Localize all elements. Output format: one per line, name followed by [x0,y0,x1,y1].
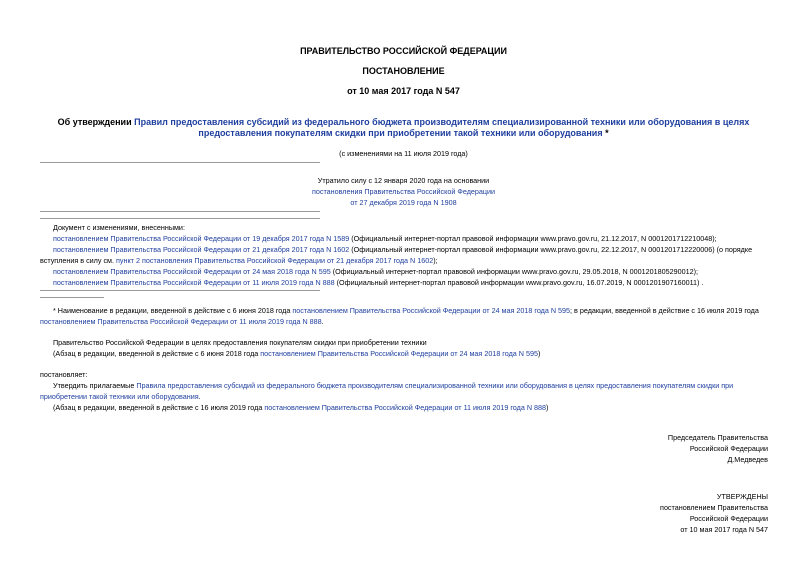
list-item: постановлением Правительства Российской Федерации от 21 декабря 2017 года N 1602 (Официальный интернет-портал правовой информации www.pravo.gov.ru, 22.12.2017, N 0001201712220006) (о порядке [53,245,753,254]
footnote: * Наименование в редакции, введенной в действие с 6 июня 2018 года постановлением Правительства Российской Федерации от 24 мая 2018 года N 595; в редакции, введенной в действие с 16 июля 2019 года [53,306,759,315]
change-link-1589[interactable]: постановлением Правительства Российской Федерации от 19 декабря 2017 года N 1589 [53,234,350,243]
title-rules-link-cont[interactable]: предоставления покупателям скидки при приобретении такой техники или оборудования [198,128,603,138]
resolves-link-888[interactable]: постановлением Правительства Российской Федерации от 11 июля 2019 года N 888 [264,403,547,412]
signature-name: Д.Медведев [727,455,768,464]
point2-1602-link[interactable]: пункт 2 постановления Правительства Российской Федерации от 21 декабря 2017 года N 1602 [116,256,434,265]
title-prefix: Об утверждении [57,117,135,127]
changes-intro: Документ с изменениями, внесенными: [53,223,185,232]
document-title-line2 [0,128,807,139]
footnote-link-595[interactable]: постановлением Правительства Российской Федерации от 24 мая 2018 года N 595 [292,306,571,315]
preamble-link-595[interactable]: постановлением Правительства Российской Федерации от 24 мая 2018 года N 595 [260,349,538,358]
list-item: постановлением Правительства Российской Федерации от 11 июля 2019 года N 888 (Официальный интернет-портал правовой информации www.pravo.gov.ru, 16.07.2019, N 0001201907160011) . [53,278,704,287]
signature-position: Председатель Правительства [667,433,768,442]
expired-line1: Утратило силу с 12 января 2020 года на основании [317,176,490,185]
change-link-595[interactable]: постановлением Правительства Российской Федерации от 24 мая 2018 года N 595 [53,267,331,276]
document-date-number: от 10 мая 2017 года N 547 [347,86,460,96]
list-item: постановлением Правительства Российской Федерации от 24 мая 2018 года N 595 (Официальный интернет-портал правовой информации www.pravo.gov.ru, 29.05.2018, N 0001201805290012); [53,267,698,276]
change-link-1602[interactable]: постановлением Правительства Российской Федерации от 21 декабря 2017 года N 1602 [53,245,350,254]
list-item-continuation: вступления в силу см. пункт 2 постановления Правительства Российской Федерации от 21 декабря 2017 года N 1602); [40,256,438,265]
change-link-888[interactable]: постановлением Правительства Российской Федерации от 11 июля 2019 года N 888 [53,278,335,287]
preamble-note: (Абзац в редакции, введенной в действие с 6 июня 2018 года постановлением Правительства Российской Федерации от 24 мая 2018 года N 595) [53,349,541,358]
approved-heading: УТВЕРЖДЕНЫ [716,492,768,501]
approve-text: Утвердить прилагаемые Правила предоставления субсидий из федерального бюджета производителям специализированной техники или оборудования в целях предоставления покупателям скидки при [53,381,734,390]
title-rules-link[interactable]: Правил предоставления субсидий из федерального бюджета производителям специализированной техники или оборудования в целях [134,117,750,127]
footnote-divider [40,297,104,298]
government-heading: ПРАВИТЕЛЬСТВО РОССИЙСКОЙ ФЕДЕРАЦИИ [300,46,507,56]
title-asterisk: * [602,128,609,138]
divider [40,218,320,219]
divider [40,162,320,163]
preamble-text: Правительство Российской Федерации в целях предоставления покупателям скидки при приобретении техники [53,338,427,347]
rules-link[interactable]: Правила предоставления субсидий из федерального бюджета производителям специализированной техники или оборудования в целях предоставления покупателям скидки при [136,381,734,390]
divider [40,290,320,291]
resolves-word: постановляет: [40,370,88,379]
document-type: ПОСТАНОВЛЕНИЕ [362,66,445,76]
list-item: постановлением Правительства Российской Федерации от 19 декабря 2017 года N 1589 (Официальный интернет-портал правовой информации www.pravo.gov.ru, 21.12.2017, N 0001201712210048); [53,234,717,243]
expired-link[interactable]: постановления Правительства Российской Федерации [311,187,496,196]
approved-country: Российской Федерации [689,514,768,523]
footnote-continuation: постановлением Правительства Российской Федерации от 11 июля 2019 года N 888. [40,317,324,326]
approved-by: постановлением Правительства [660,503,768,512]
footnote-link-888[interactable]: постановлением Правительства Российской Федерации от 11 июля 2019 года N 888 [40,317,322,326]
resolves-note: (Абзац в редакции, введенной в действие с 16 июля 2019 года постановлением Правительства Российской Федерации от 11 июля 2019 года N 888) [53,403,549,412]
expired-link-date[interactable]: от 27 декабря 2019 года N 1908 [350,198,457,207]
rules-link-cont[interactable]: приобретении такой техники или оборудования [40,392,199,401]
divider [40,211,320,212]
approve-text-continuation: приобретении такой техники или оборудования. [40,392,201,401]
document-title [0,117,807,128]
amendments-note: (с изменениями на 11 июля 2019 года) [339,149,468,158]
approved-date: от 10 мая 2017 года N 547 [680,525,768,534]
signature-country: Российской Федерации [689,444,768,453]
